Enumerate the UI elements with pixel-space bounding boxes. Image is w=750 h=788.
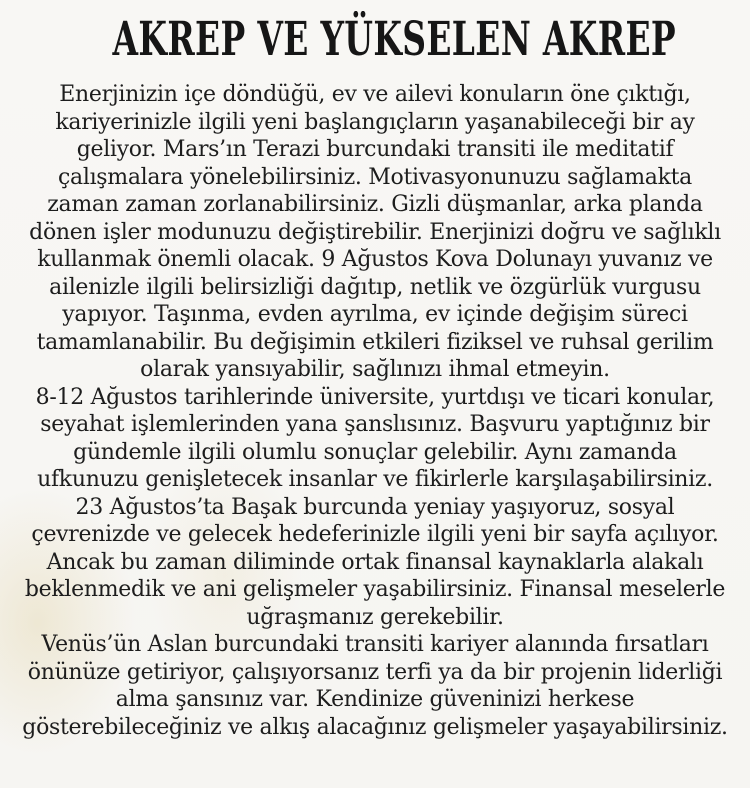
text-line: zaman zaman zorlanabilirsiniz. Gizli düşmanlar, arka planda (47, 192, 703, 218)
text-line: kullanmak önemli olacak. 9 Ağustos Kova Dolunayı yuvanız ve (37, 247, 713, 273)
text-line: geliyor. Mars’ın Terazi burcundaki transiti ile meditatif (76, 137, 674, 163)
text-line: uğraşmanız gerekebilir. (246, 604, 504, 630)
text-line: gündemle ilgili olumlu sonuçlar gelebilir. Aynı zamanda (73, 439, 677, 465)
text-line: 8-12 Ağustos tarihlerinde üniversite, yurtdışı ve ticari konular, (35, 384, 715, 410)
text-line: seyahat işlemlerinden yana şanslısınız. Başvuru yaptığınız bir (40, 412, 710, 438)
text-line: Ancak bu zaman diliminde ortak finansal kaynaklarla alakalı (46, 549, 704, 575)
horoscope-body-text (18, 81, 732, 741)
text-line: çevrenizde ve gelecek hedeferinizle ilgili yeni bir sayfa açılıyor. (31, 522, 719, 548)
text-line: yapıyor. Taşınma, evden ayrılma, ev içinde değişim süreci (62, 302, 688, 328)
text-line: Enerjinizin içe döndüğü, ev ve ailevi konuların öne çıktığı, (59, 82, 691, 108)
text-line: kariyerinizle ilgili yeni başlangıçların yaşanabileceği bir ay (55, 109, 695, 135)
text-line: çalışmalara yönelebilirsiniz. Motivasyonunuzu sağlamakta (58, 164, 692, 190)
text-line: beklenmedik ve ani gelişmeler yaşabilirsiniz. Finansal meselerle (24, 577, 726, 603)
text-line: gösterebileceğiniz ve alkış alacağınız gelişmeler yaşayabilirsiniz. (22, 714, 728, 740)
text-line: 23 Ağustos’ta Başak burcunda yeniay yaşıyoruz, sosyal (75, 494, 675, 520)
text-line: ailenizle ilgili belirsizliği dağıtıp, netlik ve özgürlük vurgusu (49, 274, 701, 300)
text-line: dönen işler modunuzu değiştirebilir. Enerjinizi doğru ve sağlıklı (29, 219, 721, 245)
text-line: önünüze getiriyor, çalışıyorsanız terfi ya da bir projenin liderliği (27, 659, 723, 685)
text-line: tamamlanabilir. Bu değişimin etkileri fiziksel ve ruhsal gerilim (36, 329, 714, 355)
page-title: AKREP VE YÜKSELEN AKREP (112, 12, 676, 67)
text-line: Venüs’ün Aslan burcundaki transiti kariyer alanında fırsatları (41, 632, 709, 658)
text-line: ufkunuzu genişletecek insanlar ve fikirlerle karşılaşabilirsiniz. (37, 467, 713, 493)
text-line: alma şansınız var. Kendinize güveninizi herkese (115, 687, 635, 713)
text-line: olarak yansıyabilir, sağlınızı ihmal etmeyin. (140, 357, 610, 383)
